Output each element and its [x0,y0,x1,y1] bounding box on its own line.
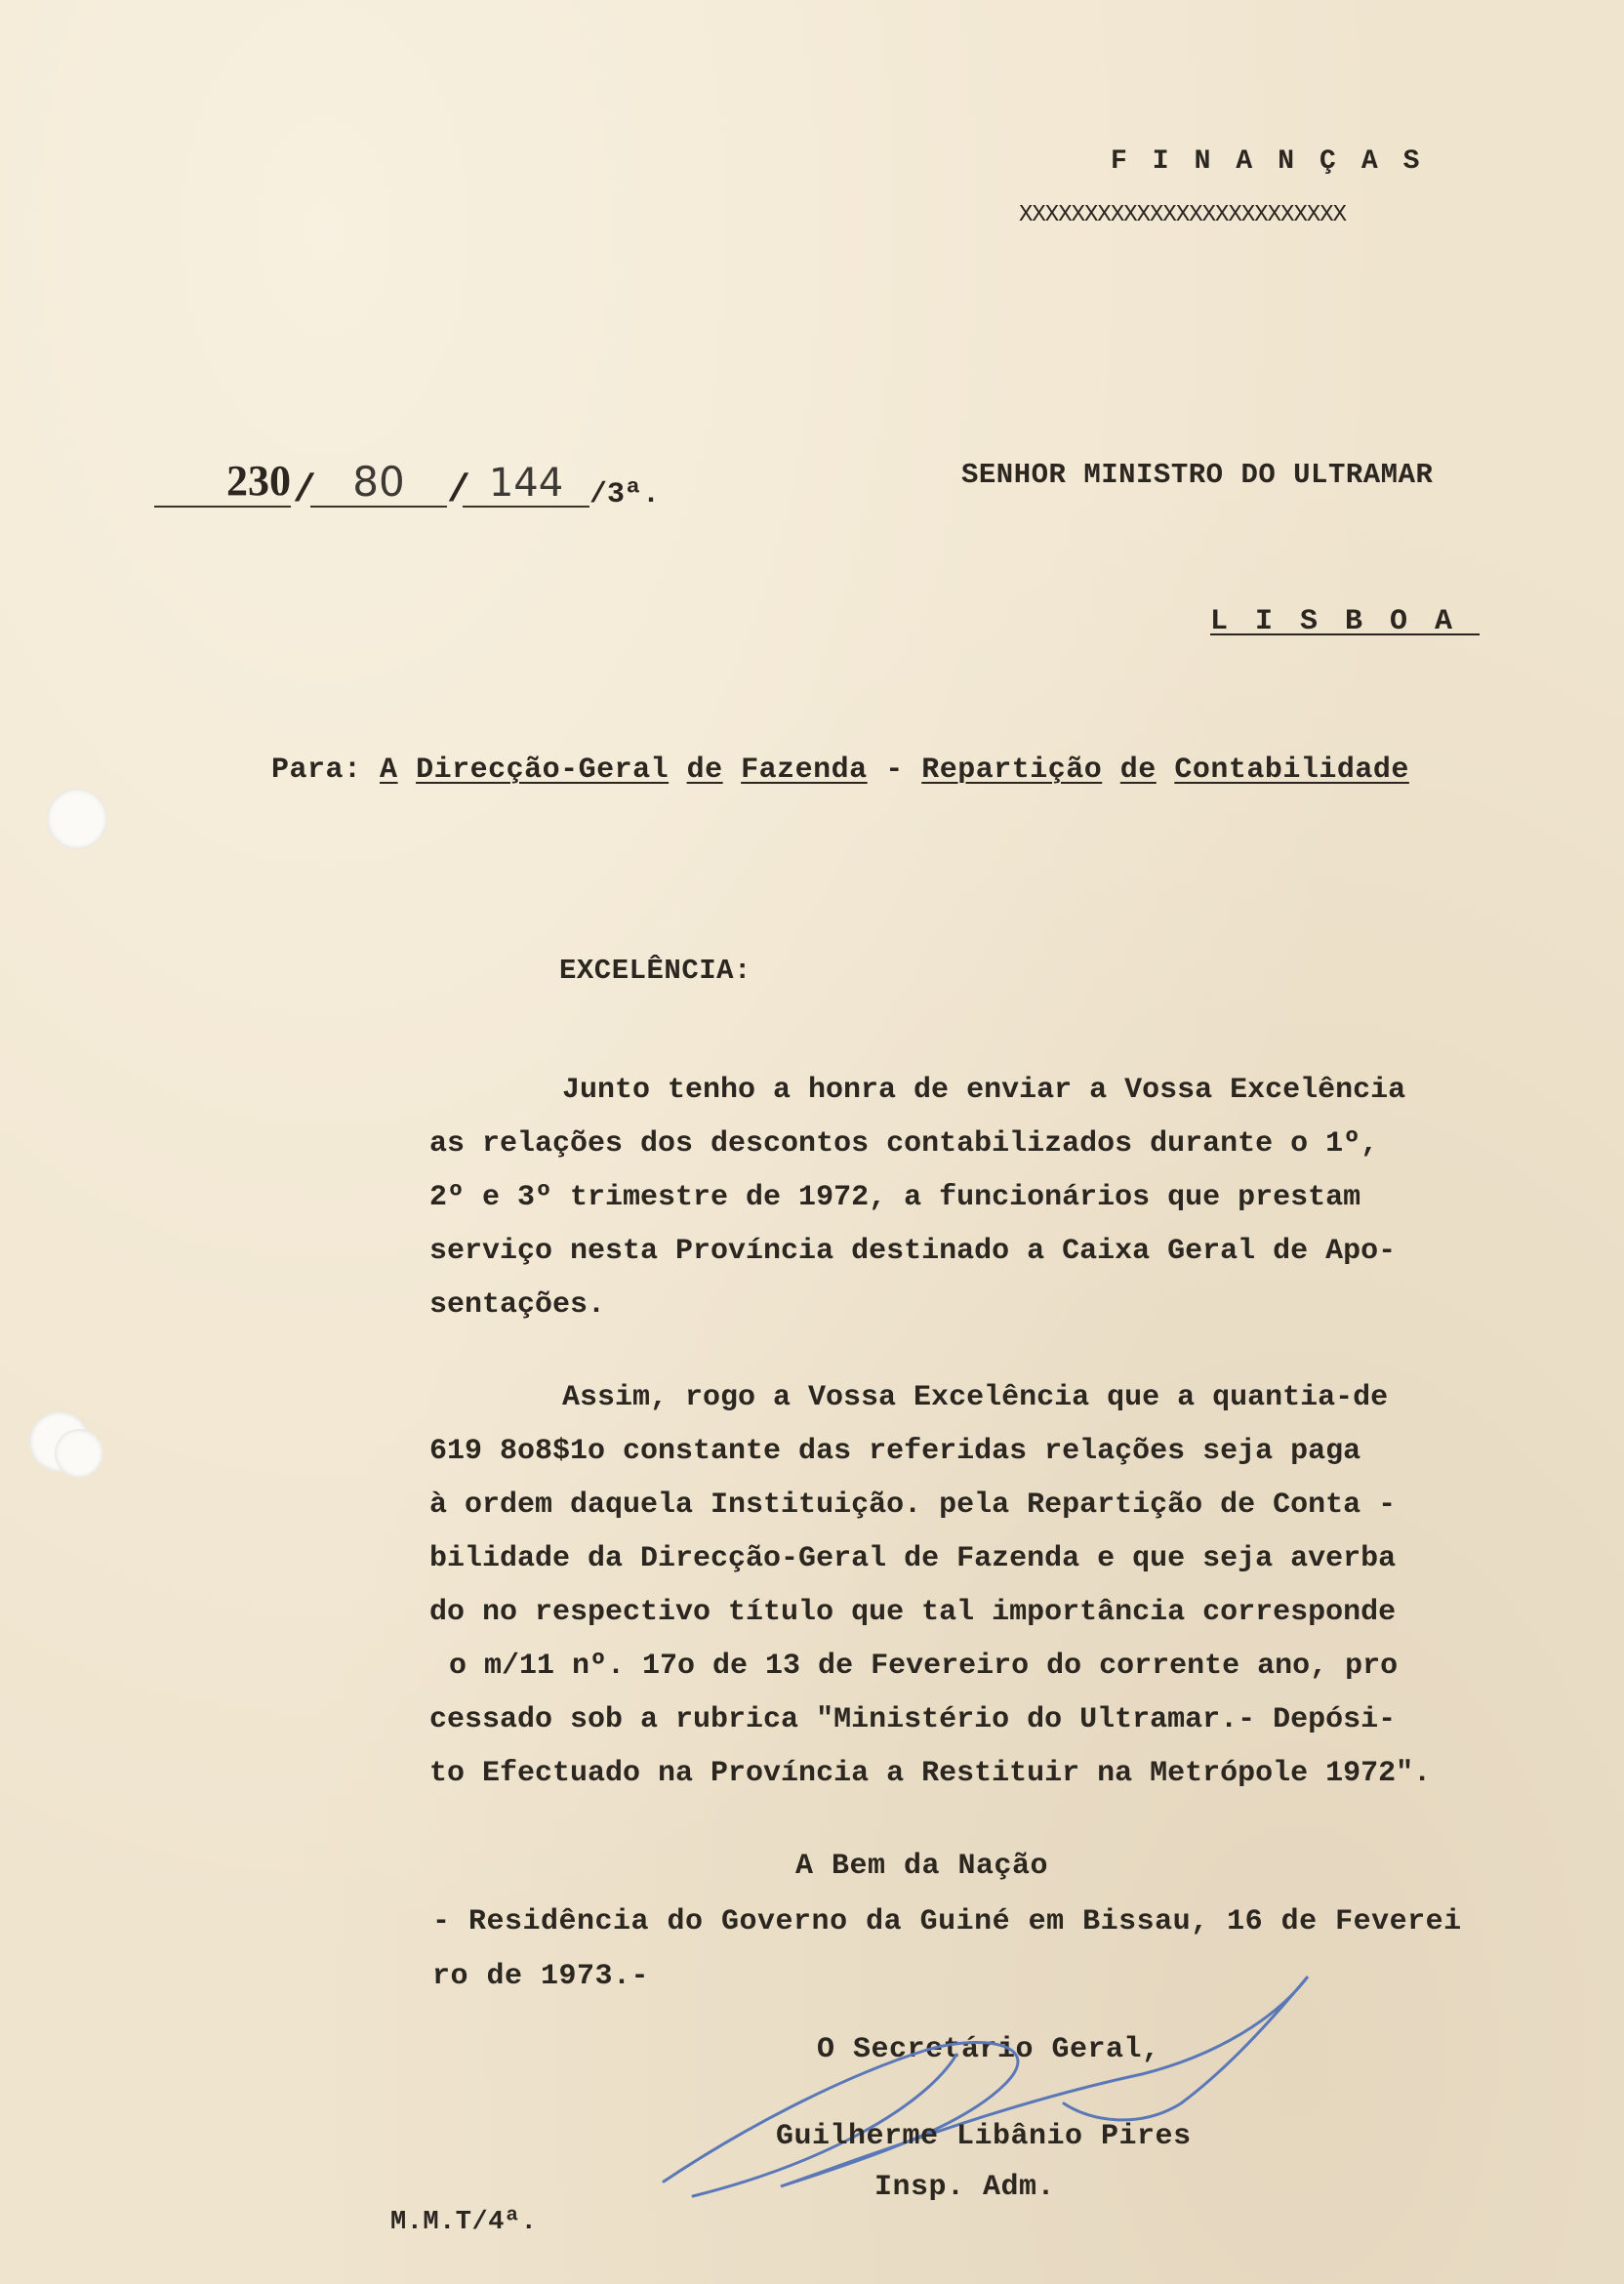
body-line: serviço nesta Província destinado a Caixa Geral de Apo- [429,1235,1397,1268]
recipient-city: LISBOA [1210,605,1481,638]
recipient: SENHOR MINISTRO DO ULTRAMAR [961,459,1434,491]
closing-motto: A Bem da Nação [795,1850,1049,1883]
para-dash: - [885,754,904,787]
para-article: A [380,754,398,787]
body-line: as relações dos descontos contabilizados durante o 1º, [429,1127,1379,1161]
signatory-role: Insp. Adm. [874,2171,1056,2204]
reference-suffix-text: 3ª. [607,478,661,511]
punch-hole [47,789,107,849]
para-directorate: Direcção-Geral [416,754,670,787]
punch-hole [55,1429,103,1478]
para-label: Para: [271,754,362,787]
body-line: 2º e 3º trimestre de 1972, a funcionários que prestam [429,1181,1361,1214]
body-line: 619 8o8$1o constante das referidas relações seja paga [429,1435,1361,1468]
para-fazenda: Fazenda [741,754,868,787]
place-date-line-2: ro de 1973.- [432,1960,650,1993]
para-contabilidade: Contabilidade [1174,754,1409,787]
body-line: do no respectivo título que tal importância corresponde [429,1596,1397,1629]
reference-part-1: 230 [154,456,291,508]
reference-part-2: 80 [310,458,447,508]
body-line: o m/11 nº. 17o de 13 de Fevereiro do corrente ano, pro [449,1650,1399,1683]
body-line: à ordem daquela Instituição. pela Repartição de Conta - [429,1489,1397,1522]
reference-slash: / [293,469,317,513]
body-line: Assim, rogo a Vossa Excelência que a quantia-de [562,1381,1389,1414]
reference-suffix: /3ª. [589,478,661,511]
body-paragraph-2 [429,1371,1522,1801]
place-date-line-1: - Residência do Governo da Guiné em Bissau, 16 de Feverei [432,1905,1462,1938]
reference-part-3: 144 [463,461,589,508]
letter-body [429,1064,1522,1801]
body-paragraph-1 [429,1064,1522,1332]
body-line: cessado sob a rubrica "Ministério do Ultramar.- Depósi- [429,1703,1397,1736]
para-de: de [686,754,723,787]
para-line [271,754,1409,787]
reference-slash: / [447,469,471,513]
body-line: Junto tenho a honra de enviar a Vossa Excelência [562,1074,1406,1107]
para-de: de [1119,754,1157,787]
salutation: EXCELÊNCIA: [559,955,751,987]
body-line: to Efectuado na Província a Restituir na Metrópole 1972". [429,1757,1432,1790]
department-header: FINANÇAS [1111,146,1445,177]
typist-initials: M.M.T/4ª. [390,2208,538,2237]
header-separator: XXXXXXXXXXXXXXXXXXXXXXXXX [1019,202,1347,228]
signatory-title: O Secretário Geral, [817,2033,1160,2066]
para-reparticao: Repartição [921,754,1103,787]
body-line: bilidade da Direcção-Geral de Fazenda e que seja averba [429,1542,1397,1575]
body-line: sentações. [429,1288,606,1322]
signatory-name: Guilherme Libânio Pires [776,2120,1192,2153]
